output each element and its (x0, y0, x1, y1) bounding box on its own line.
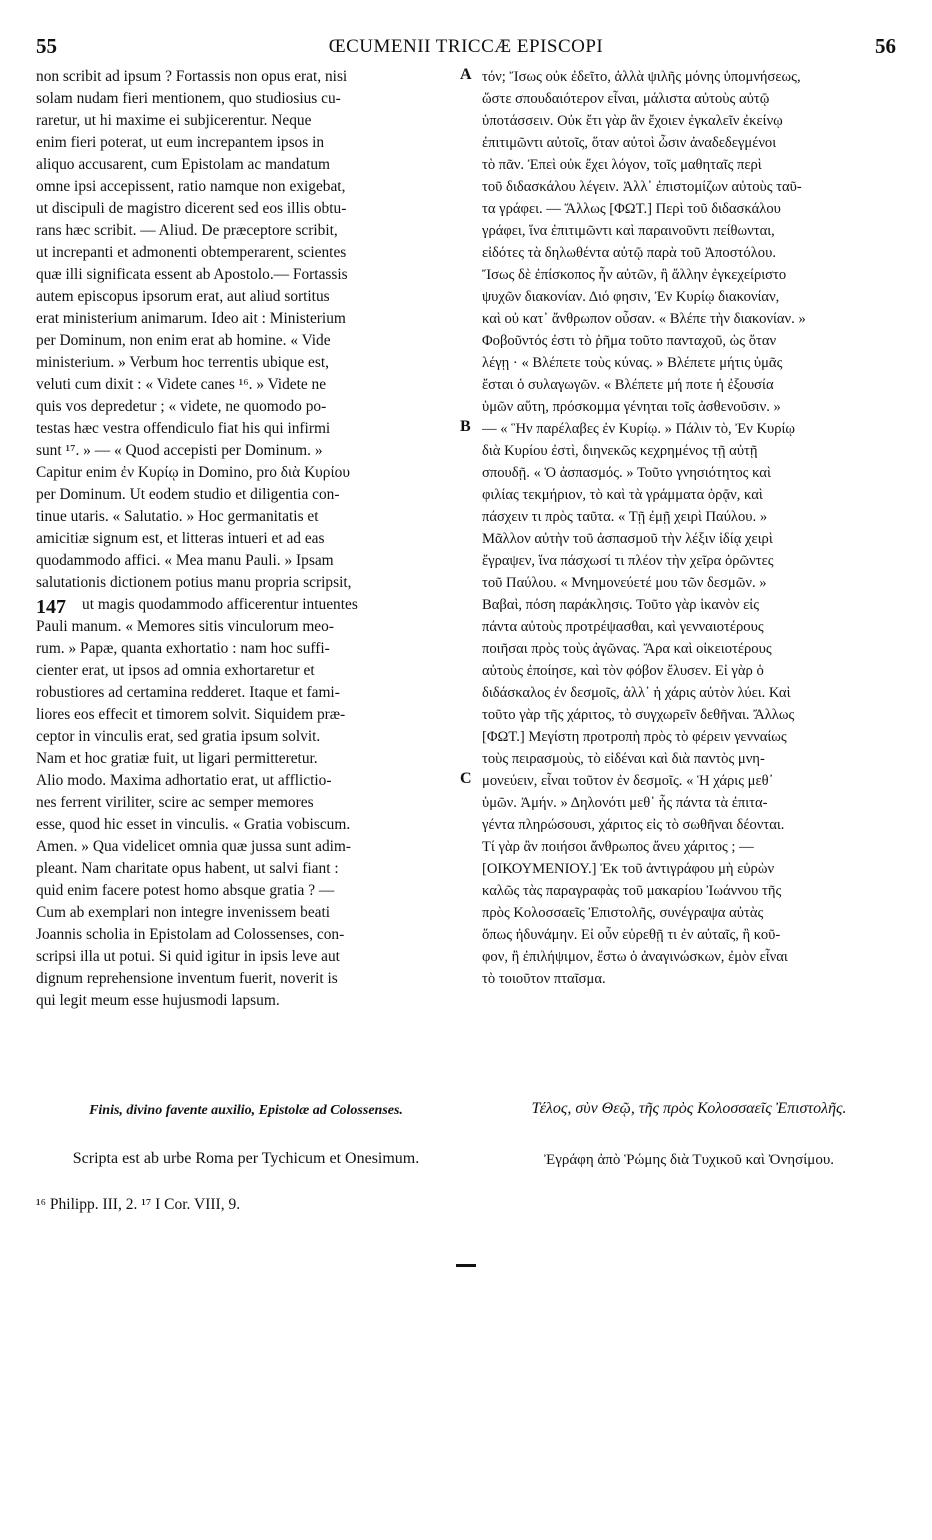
greek-text-line: εἰδότες τὰ δηλωθέντα αὐτῷ παρὰ τοῦ Ἀποστόλου. (482, 245, 776, 261)
greek-text-line: πρὸς Κολοσσαεῖς Ἐπιστολῆς, συνέγραψα αὐτὰς (482, 905, 764, 921)
greek-text-line: τοῦτο γὰρ τῆς χάριτος, τὸ συγχωρεῖν δεθῆναι. Ἄλλως (482, 707, 795, 723)
latin-text-line: omne ipsi accepissent, ratio namque non exigebat, (36, 178, 346, 195)
latin-text-line: scripsi illa ut potui. Si quid igitur in ipsis leve aut (36, 948, 340, 965)
greek-text-line: ἐπιτιμῶντι αὐτοῖς, ὅταν αὐτοὶ ὦσιν ἀναδεδεγμένοι (482, 135, 777, 151)
greek-text-line: μονεύειν, εἶναι τοῦτον ἐν δεσμοῖς. « Ἡ χάρις μεθ᾽ (482, 773, 774, 789)
right-page-number: 56 (875, 34, 896, 58)
latin-text-line: sunt ¹⁷. » — « Quod accepisti per Dominum. » (36, 442, 323, 459)
greek-text-line: ποιῆσαι πρὸς τοὺς ἀγῶνας. Ἄρα καὶ οἰκειοτέρους (482, 641, 772, 657)
latin-text-line: ut increpanti et admonenti obtemperarent, scientes (36, 244, 347, 261)
margin-marker-c: C (460, 770, 472, 787)
greek-text-line: τοῦ διδασκάλου λέγειν. Ἀλλ᾽ ἐπιστομίζων αὐτοὺς ταῦ- (482, 179, 802, 195)
left-page-number: 55 (36, 34, 57, 58)
latin-text-line: raretur, ut hi maxime ei subjicerentur. Neque (36, 112, 312, 129)
latin-text-line: liores eos effecit et timorem solvit. Siquidem præ- (36, 706, 346, 723)
greek-text-line: λέγῃ · « Βλέπετε τοὺς κύνας. » Βλέπετε μήτις ὑμᾶς (482, 355, 783, 371)
greek-text-line: πάσχειν τι πρὸς ταῦτα. « Τῇ ἐμῇ χειρὶ Παύλου. » (482, 509, 768, 525)
greek-text-line: σπουδῇ. « Ὁ ἀσπασμός. » Τοῦτο γνησιότητος καὶ (482, 465, 771, 481)
latin-text-line: Alio modo. Maxima adhortatio erat, ut afflictio- (36, 772, 332, 789)
greek-text-line: ὅπως ἠδυνάμην. Εἰ οὖν εὑρεθῇ τι ἐν αὐταῖς, ἢ κοῦ- (482, 927, 781, 943)
greek-text-line: πάντα αὐτοὺς προτρέψασθαι, καὶ γενναιοτέρους (482, 619, 764, 635)
greek-text-line: τοῦ Παύλου. « Μνημονεύετέ μου τῶν δεσμῶν. » (482, 575, 767, 591)
finis-line: Finis, divino favente auxilio, Epistolæ ad Colossenses. (89, 1103, 403, 1118)
greek-text-line: τὸ τοιοῦτον πταῖσμα. (482, 971, 606, 987)
greek-text-line: καὶ οὐ κατ᾽ ἄνθρωπον οὖσαν. « Βλέπε τὴν διακονίαν. » (482, 311, 806, 327)
greek-text-line: φιλίας τεκμήριον, τὸ καὶ τὰ γράμματα ὁρᾷν, καὶ (482, 487, 763, 503)
greek-column (482, 66, 896, 990)
latin-text-line: robustiores ad certamina redderet. Itaque et fami- (36, 684, 340, 701)
egraphe-line: Ἐγράφη ἀπὸ Ῥώμης διὰ Τυχικοῦ καὶ Ὀνησίμου. (543, 1152, 834, 1168)
latin-text-line: quis vos depredetur ; « videte, ne quomodo po- (36, 398, 327, 415)
latin-column (36, 66, 456, 1012)
latin-text-line: qui legit meum esse hujusmodi lapsum. (36, 992, 280, 1009)
greek-text-line: [ΦΩΤ.] Μεγίστη προτροπὴ πρὸς τὸ φέρειν γενναίως (482, 729, 787, 745)
latin-text-line: ut magis quodammodo afficerentur intuentes (82, 596, 358, 613)
latin-text-line: ceptor in vinculis erat, sed gratia ipsum solvit. (36, 728, 321, 745)
latin-text-line: per Dominum, non enim erat ab homine. « Vide (36, 332, 331, 349)
greek-text-line: ἔγραψεν, ἵνα πάσχωσί τι πλέον τὴν χεῖρα ὁρῶντες (482, 553, 774, 569)
latin-text-line: erat ministerium animarum. Ideo ait : Ministerium (36, 310, 346, 327)
scripta-line: Scripta est ab urbe Roma per Tychicum et Onesimum. (72, 1150, 420, 1167)
latin-text-line: esse, quod hic esset in vinculis. « Gratia vobiscum. (36, 816, 351, 833)
greek-text-line: διδάσκαλος ἐν δεσμοῖς, ἀλλ᾽ ἡ χάρις αὐτὸν λύει. Καὶ (482, 685, 791, 701)
latin-text-line: aliquo accusarent, cum Epistolam ac mandatum (36, 156, 331, 173)
latin-text-line: per Dominum. Ut eodem studio et diligentia con- (36, 486, 340, 503)
greek-text-line: ὑμῶν. Ἀμήν. » Δηλονότι μεθ᾽ ἧς πάντα τὰ ἐπιτα- (482, 795, 768, 811)
page-mark-number: 147 (36, 596, 66, 618)
greek-text-line: ψυχῶν διακονίαν. Διό φησιν, Ἐν Κυρίῳ διακονίαν, (482, 289, 780, 305)
telos-line: Τέλος, σὺν Θεῷ, τῆς πρὸς Κολοσσαεῖς Ἐπιστολῆς. (531, 1100, 847, 1117)
latin-text-line: tinue utaris. « Salutatio. » Hoc germanitatis et (36, 508, 319, 525)
latin-text-line: nes ferrent viriliter, scire ac semper memores (36, 794, 314, 811)
greek-text-line: τοὺς πειρασμοὺς, τὸ εἰδέναι καὶ διὰ παντὸς μνη- (482, 751, 765, 767)
latin-text-line: cienter erat, ut ipsos ad omnia exhortaretur et (36, 662, 315, 679)
latin-text-line: autem episcopus ipsorum erat, aut aliud sortitus (36, 288, 330, 305)
latin-text-line: Nam et hoc gratiæ fuit, ut ligari permitteretur. (36, 750, 318, 767)
greek-text-line: διὰ Κυρίου ἐστὶ, διηνεκῶς κεχρημένος τῇ αὐτῇ (482, 443, 758, 459)
margin-marker-b: B (460, 418, 471, 435)
greek-text-line: — « Ἣν παρέλαβες ἐν Κυρίῳ. » Πάλιν τὸ, Ἐν Κυρίῳ (482, 421, 796, 437)
latin-text-line: ut discipuli de magistro dicerent sed eos illis obtu- (36, 200, 347, 217)
latin-text-line: non scribit ad ipsum ? Fortassis non opus erat, nisi (36, 68, 348, 85)
footnote: ¹⁶ Philipp. III, 2. ¹⁷ I Cor. VIII, 9. (36, 1196, 241, 1213)
greek-text-line: τὸ πᾶν. Ἐπεὶ οὐκ ἔχει λόγον, τοῖς μαθηταῖς περὶ (482, 157, 762, 173)
greek-text-line: ὑποτάσσειν. Οὐκ ἔτι γὰρ ἂν ἔχοιεν ἐγκαλεῖν ἐκείνῳ (482, 113, 783, 129)
latin-text-line: quodammodo affici. « Mea manu Pauli. » Ipsam (36, 552, 334, 569)
greek-text-line: Φοβοῦντός ἐστι τὸ ῥῆμα τοῦτο πανταχοῦ, ὡς ὅταν (482, 333, 777, 349)
greek-text-line: αὐτοὺς ἐποίησε, καὶ τὸν φόβον ἔλυσεν. Εἰ γὰρ ὁ (482, 663, 764, 679)
latin-text-line: salutationis dictionem potius manu propria scripsit, (36, 574, 352, 591)
latin-text-line: Cum ab exemplari non integre invenissem beati (36, 904, 331, 921)
latin-text-line: quid enim facere potest homo absque gratia ? — (36, 882, 335, 899)
latin-text-line: rans hæc scribit. — Aliud. De præceptore scribit, (36, 222, 338, 239)
greek-text-line: τα γράφει. — Ἄλλως [ΦΩΤ.] Περὶ τοῦ διδασκάλου (482, 201, 781, 217)
greek-text-line: γράφει, ἵνα ἐπιτιμῶντι καὶ παραινοῦντι πείθωνται, (482, 223, 775, 239)
latin-text-line: enim fieri poterat, ut eum increpantem ipsos in (36, 134, 325, 151)
greek-text-line: ἔσται ὁ συλαγωγῶν. « Βλέπετε μή ποτε ἡ ἐξουσία (482, 377, 774, 393)
latin-text-line: rum. » Papæ, quanta exhortatio : nam hoc suffi- (36, 640, 330, 657)
latin-text-line: quæ illi significata essent ab Apostolo.— Fortassis (36, 266, 348, 283)
latin-text-line: Joannis scholia in Epistolam ad Colossenses, con- (36, 926, 345, 943)
greek-text-line: ὥστε σπουδαιότερον εἶναι, μάλιστα αὐτοὺς αὐτῷ (482, 91, 770, 107)
greek-text-line: Ἴσως δὲ ἐπίσκοπος ἦν αὐτῶν, ἢ ἄλλην ἐγκεχείριστο (482, 267, 787, 283)
latin-text-line: Amen. » Qua videlicet omnia quæ jussa sunt adim- (36, 838, 352, 855)
margin-marker-a: A (460, 66, 472, 83)
greek-text-line: [ΟΙΚΟΥΜΕΝΙΟΥ.] Ἐκ τοῦ ἀντιγράφου μὴ εὑρὼν (482, 861, 775, 877)
greek-text-line: τόν; Ἴσως οὐκ ἐδεῖτο, ἀλλὰ ψιλῆς μόνης ὑπομνήσεως, (482, 69, 801, 85)
greek-text-line: καλῶς τὰς παραγραφὰς τοῦ μακαρίου Ἰωάννου τῆς (482, 883, 782, 899)
latin-text-line: solam nudam fieri mentionem, quo studiosius cu- (36, 90, 341, 107)
latin-text-line: veluti cum dixit : « Videte canes ¹⁶. » Videte ne (36, 376, 327, 393)
latin-text-line: dignum reprehensione inventum fuerit, noverit is (36, 970, 338, 987)
page-header (36, 34, 896, 62)
latin-text-line: amicitiæ signum est, et litteras intueri et ad eas (36, 530, 325, 547)
latin-text-line: Pauli manum. « Memores sitis vinculorum meo- (36, 618, 334, 635)
greek-text-line: Μᾶλλον αὐτὴν τοῦ ἀσπασμοῦ τὴν λέξιν ἰδίᾳ χειρὶ (482, 531, 773, 547)
greek-text-line: Τί γὰρ ἂν ποιήσοι ἄνθρωπος ἄνευ χάριτος ; — (482, 839, 754, 855)
latin-text-line: Capitur enim ἐν Κυρίῳ in Domino, pro διὰ Κυρίου (36, 464, 350, 481)
end-dash (456, 1264, 476, 1267)
greek-text-line: Βαβαὶ, πόση παράκλησις. Τοῦτο γὰρ ἱκανὸν εἰς (482, 597, 760, 613)
greek-text-line: γέντα πληρώσουσι, χάριτος εἰς τὸ σωθῆναι δέονται. (482, 817, 785, 833)
greek-text-line: φον, ἢ ἐπιλήψιμον, ἔστω ὁ ἀναγινώσκων, ἐμὸν εἶναι (482, 949, 788, 965)
latin-text-line: ministerium. » Verbum hoc terrentis ubique est, (36, 354, 329, 371)
latin-text-line: testas hæc vestra offendiculo fiat his qui infirmi (36, 420, 331, 437)
running-title: ŒCUMENII TRICCÆ EPISCOPI (328, 36, 604, 57)
latin-text-line: pleant. Nam charitate opus habent, ut salvi fiant : (36, 860, 339, 877)
greek-text-line: ὑμῶν αὕτη, πρόσκομμα γένηται τοῖς ἀσθενοῦσιν. » (482, 399, 781, 415)
